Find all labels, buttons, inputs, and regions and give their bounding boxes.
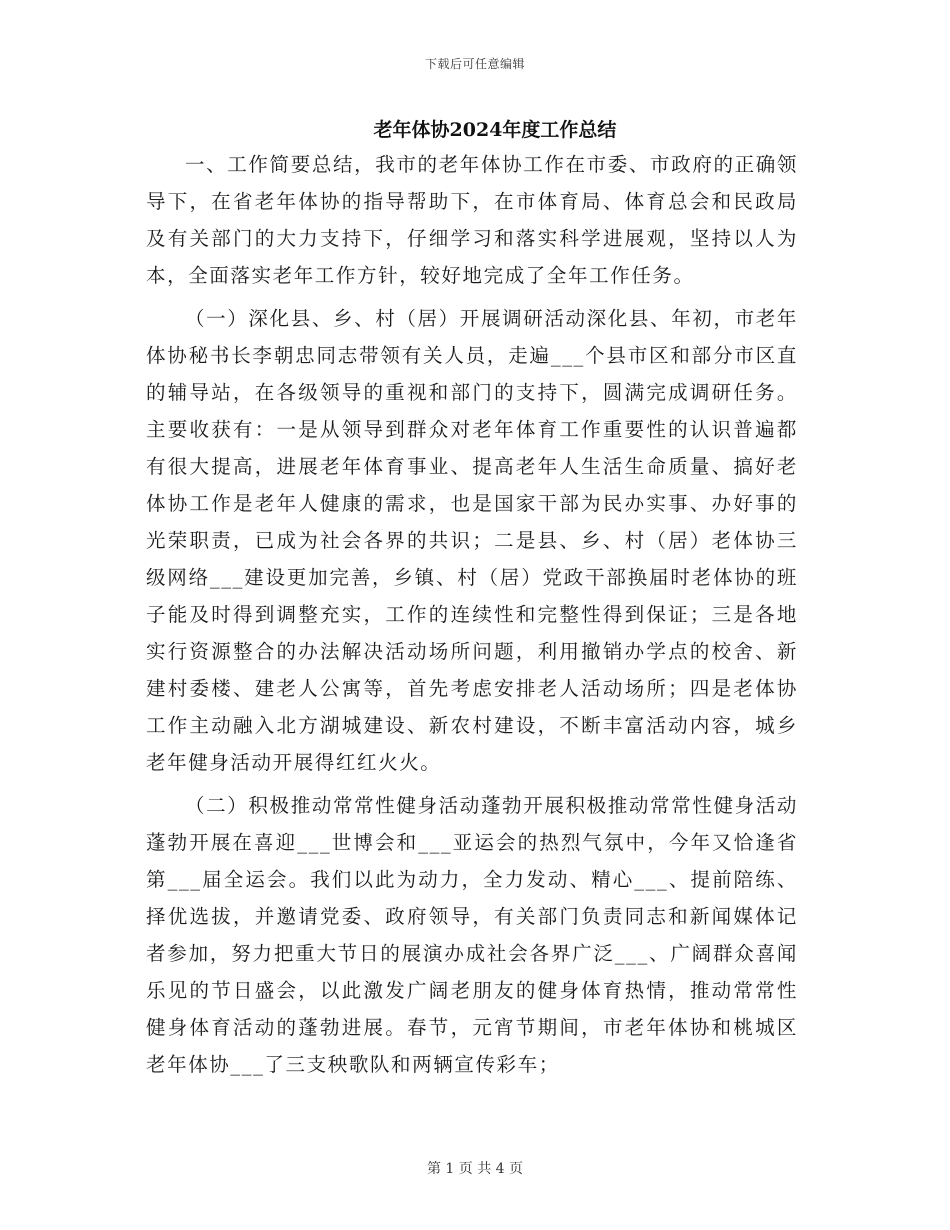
paragraph-section-2: （二）积极推动常常性健身活动蓬勃开展积极推动常常性健身活动蓬勃开展在喜迎___世博会和___亚运会的热烈气氛中，今年又恰逢省第___届全运会。我们以此为动力，全力发动、精心___、提前陪练、择优选拔，并邀请党委、政府领导，有关部门负责同志和新闻媒体记者参加，努力把重大节日的展演办成社会各界广泛___、广阔群众喜闻乐见的节日盛会，以此激发广阔老朋友的健身体育热情，推动常常性健身体育活动的蓬勃进展。春节，元宵节期间，市老年体协和桃城区老年体协___了三支秧歌队和两辆宣传彩车； [146,794,798,1076]
page-header-note: 下载后可任意编辑 [424,57,525,71]
paragraph-section-1: （一）深化县、乡、村（居）开展调研活动深化县、年初，市老年体协秘书长李朝忠同志带领有关人员，走遍___个县市区和部分市区直的辅导站，在各级领导的重视和部门的支持下，圆满完成调研任务。主要收获有：一是从领导到群众对老年体育工作重要性的认识普遍都有很大提高，进展老年体育事业、提高老年人生活生命质量、搞好老体协工作是老年人健康的需求，也是国家干部为民办实事、办好事的光荣职责，已成为社会各界的共识；二是县、乡、村（居）老体协三级网络___建设更加完善，乡镇、村（居）党政干部换届时老体协的班子能及时得到调整充实，工作的连续性和完整性得到保证；三是各地实行资源整合的办法解决活动场所问题，利用撤销办学点的校舍、新建村委楼、建老人公寓等，首先考虑安排老人活动场所；四是老体协工作主动融入北方湖城建设、新农村建设，不断丰富活动内容，城乡老年健身活动开展得红红火火。 [146,307,798,774]
page-number: 第 1 页 共 4 页 [426,1161,524,1177]
paragraph-summary: 一、工作简要总结，我市的老年体协工作在市委、市政府的正确领导下，在省老年体协的指导帮助下，在市体育局、体育总会和民政局及有关部门的大力支持下，仔细学习和落实科学进展观，坚持以人为本，全面落实老年工作方针，较好地完成了全年工作任务。 [146,153,798,287]
document-title: 老年体协2024年度工作总结 [373,119,617,141]
document-body [146,146,798,1089]
